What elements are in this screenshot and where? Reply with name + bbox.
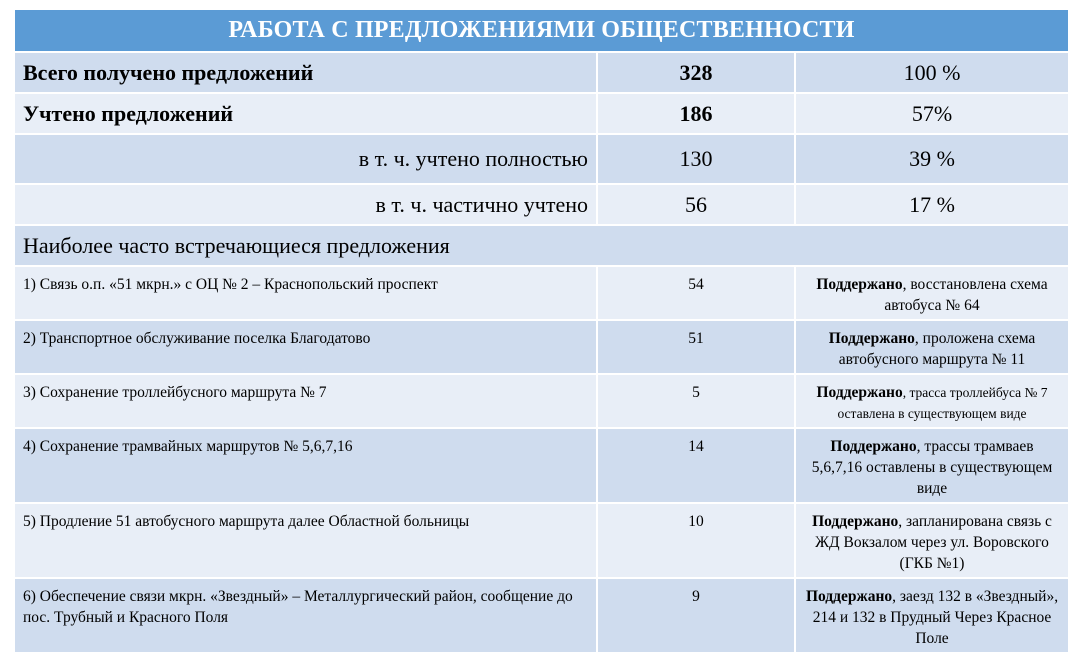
- proposal-count: 14: [597, 428, 795, 503]
- proposal-count: 54: [597, 266, 795, 320]
- proposal-result: [795, 503, 1069, 578]
- status-label: Поддержано: [805, 588, 893, 605]
- proposals-table: [13, 8, 1070, 654]
- summary-count: 186: [597, 93, 795, 134]
- summary-row-partially: [14, 184, 1069, 225]
- summary-count: 328: [597, 52, 795, 93]
- summary-percent: 17 %: [795, 184, 1069, 225]
- table-row: [14, 374, 1069, 428]
- summary-label: в т. ч. частично учтено: [14, 184, 597, 225]
- proposal-result: [795, 578, 1069, 653]
- summary-count: 56: [597, 184, 795, 225]
- result-text: , трассы трамваев 5,6,7,16 оставлены в существующем виде: [811, 438, 1053, 497]
- status-label: Поддержано: [812, 513, 899, 530]
- summary-percent: 100 %: [795, 52, 1069, 93]
- summary-row-accounted: [14, 93, 1069, 134]
- proposal-count: 5: [597, 374, 795, 428]
- proposal-count: 9: [597, 578, 795, 653]
- section-title: Наиболее часто встречающиеся предложения: [14, 225, 1069, 266]
- proposal-text: 1) Связь о.п. «51 мкрн.» с ОЦ № 2 – Краснопольский проспект: [14, 266, 597, 320]
- summary-label: в т. ч. учтено полностью: [14, 134, 597, 184]
- proposal-text: 6) Обеспечение связи мкрн. «Звездный» – Металлургический район, сообщение до пос. Трубный и Красного Поля: [14, 578, 597, 653]
- summary-label: Всего получено предложений: [14, 52, 597, 93]
- table-row: [14, 428, 1069, 503]
- summary-percent: 39 %: [795, 134, 1069, 184]
- table-row: [14, 578, 1069, 653]
- summary-label: Учтено предложений: [14, 93, 597, 134]
- result-text: , трасса троллейбуса № 7 оставлена в существующем виде: [837, 385, 1048, 421]
- status-label: Поддержано: [816, 276, 903, 293]
- section-header-row: [14, 225, 1069, 266]
- status-label: Поддержано: [816, 384, 903, 401]
- proposal-text: 2) Транспортное обслуживание поселка Благодатово: [14, 320, 597, 374]
- proposal-count: 51: [597, 320, 795, 374]
- status-label: Поддержано: [828, 330, 915, 347]
- summary-row-total: [14, 52, 1069, 93]
- table-row: [14, 320, 1069, 374]
- result-text: , восстановлена схема автобуса № 64: [884, 276, 1048, 314]
- summary-row-fully: [14, 134, 1069, 184]
- summary-percent: 57%: [795, 93, 1069, 134]
- proposal-result: [795, 320, 1069, 374]
- proposal-text: 4) Сохранение трамвайных маршрутов № 5,6,7,16: [14, 428, 597, 503]
- result-text: , заезд 132 в «Звездный», 214 и 132 в Прудный Через Красное Поле: [812, 588, 1059, 647]
- status-label: Поддержано: [830, 438, 917, 455]
- summary-count: 130: [597, 134, 795, 184]
- table-row: [14, 503, 1069, 578]
- proposal-result: [795, 428, 1069, 503]
- proposal-result: [795, 374, 1069, 428]
- proposal-result: [795, 266, 1069, 320]
- table-title: РАБОТА С ПРЕДЛОЖЕНИЯМИ ОБЩЕСТВЕННОСТИ: [14, 9, 1069, 52]
- proposal-text: 5) Продление 51 автобусного маршрута далее Областной больницы: [14, 503, 597, 578]
- result-text: , запланирована связь с ЖД Вокзалом через ул. Воровского (ГКБ №1): [815, 513, 1052, 572]
- result-text: , проложена схема автобусного маршрута № 11: [838, 330, 1036, 368]
- table-row: [14, 266, 1069, 320]
- proposal-text: 3) Сохранение троллейбусного маршрута № 7: [14, 374, 597, 428]
- proposal-count: 10: [597, 503, 795, 578]
- table-title-row: [14, 9, 1069, 52]
